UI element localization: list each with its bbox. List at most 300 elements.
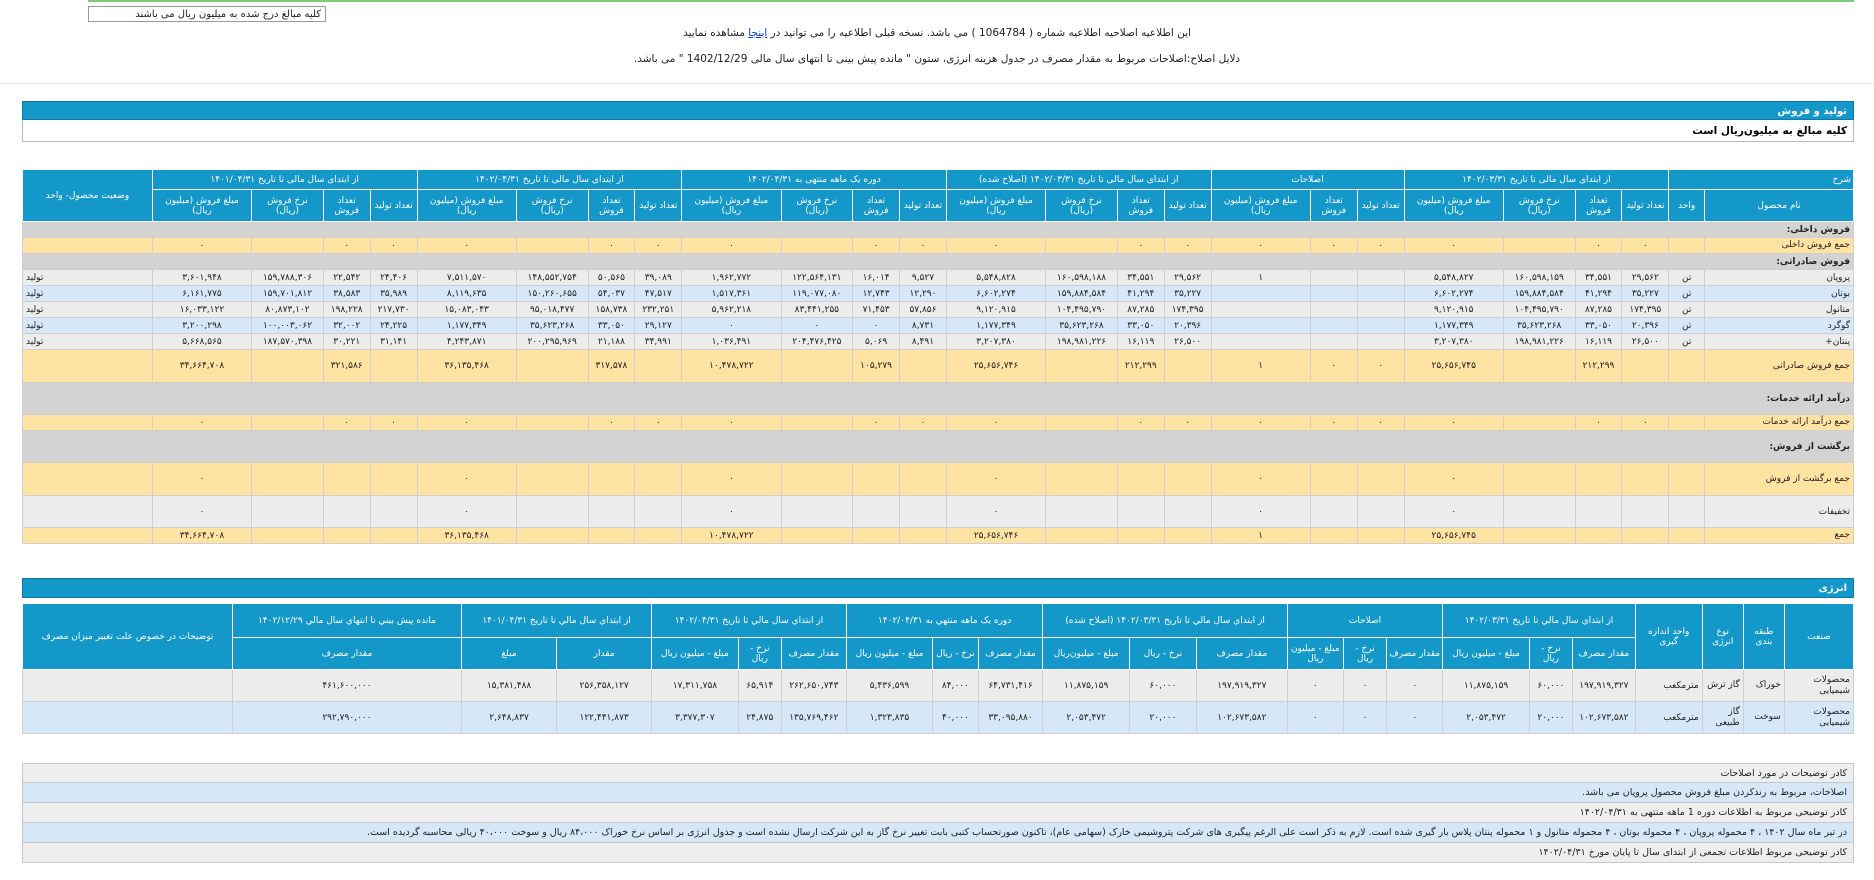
table-cell: ۲۰,۰۰۰ [1129, 702, 1196, 734]
table-cell [635, 463, 682, 496]
table-cell: ۱۸۷,۵۷۰,۳۹۸ [252, 334, 324, 350]
table-cell: ۹,۵۲۷ [900, 270, 947, 286]
table-cell: ۸۴,۰۰۰ [933, 670, 978, 702]
table-cell: ۲۶۲,۶۵۰,۷۴۳ [781, 670, 846, 702]
table-cell: ۲۹,۵۶۲ [1164, 270, 1211, 286]
table-cell: ۲۵,۶۵۶,۷۴۶ [946, 350, 1045, 383]
table-cell: ۳,۶۰۱,۹۴۸ [152, 270, 251, 286]
column-header: مقدار مصرف [978, 638, 1043, 670]
table-cell: ۱۱۹,۰۷۷,۰۸۰ [781, 286, 853, 302]
table-cell: ۱,۳۲۳,۸۳۵ [846, 702, 932, 734]
table-row [23, 238, 1854, 254]
table-cell: ۰ [1622, 415, 1669, 431]
column-header: نرخ فروش (ریال) [516, 190, 588, 222]
table-row [23, 528, 1854, 544]
row-label: بوتان [1705, 286, 1854, 302]
table-cell: ۲,۶۴۸,۸۳۷ [461, 702, 556, 734]
table-cell [1357, 528, 1404, 544]
table-cell [1046, 496, 1118, 528]
column-header: تعداد فروش [1575, 190, 1622, 222]
table-cell: ۱۹۷,۹۱۹,۳۲۷ [1573, 670, 1636, 702]
table-cell [853, 463, 900, 496]
production-subtitle: کلیه مبالغ به میلیون‌ریال است [22, 120, 1854, 142]
table-cell: ۱۹۸,۲۲۸ [323, 302, 370, 318]
table-cell: ۴۱,۲۹۴ [1117, 286, 1164, 302]
column-group-header: مانده پيش بيني تا انتهاي سال مالي ۱۴۰۲/۱۲/۲۹ [232, 604, 461, 638]
column-header: مبلغ فروش (میلیون ریال) [152, 190, 251, 222]
table-cell: تن [1669, 286, 1705, 302]
table-cell: ۰ [323, 415, 370, 431]
table-cell: ۰ [682, 415, 781, 431]
table-cell: ۱۴۸,۵۵۲,۷۵۴ [516, 270, 588, 286]
column-header: مبلغ فروش (میلیون ریال) [1211, 190, 1310, 222]
table-cell: ۲۶,۵۰۰ [1622, 334, 1669, 350]
table-cell: ۵۰,۵۶۵ [588, 270, 635, 286]
table-cell: ۱,۹۶۲,۷۷۲ [682, 270, 781, 286]
column-header: مبلغ [461, 638, 556, 670]
table-cell: ۰ [152, 415, 251, 431]
table-cell [1622, 496, 1669, 528]
column-header: مبلغ فروش (میلیون ریال) [1404, 190, 1503, 222]
table-cell: ۳۵,۹۸۹ [370, 286, 417, 302]
table-cell: ۳۲,۰۰۲ [323, 318, 370, 334]
table-cell: ۰ [1387, 702, 1443, 734]
table-cell: ۱۲۲,۵۶۴,۱۳۱ [781, 270, 853, 286]
table-cell: ۰ [1357, 350, 1404, 383]
table-cell: ۱ [1211, 350, 1310, 383]
row-label: متانول [1705, 302, 1854, 318]
table-cell: ۱۵۸,۷۳۸ [588, 302, 635, 318]
table-row [23, 350, 1854, 383]
table-cell [1503, 463, 1575, 496]
section-label: فروش داخلی: [23, 222, 1854, 238]
table-cell [1310, 463, 1357, 496]
table-cell: ۰ [1404, 463, 1503, 496]
table-cell: محصولات شیمیایی [1784, 702, 1853, 734]
table-cell: ۹۵,۰۱۸,۴۷۷ [516, 302, 588, 318]
column-header: تعداد فروش [323, 190, 370, 222]
column-group-header: از ابتداي سال مالي تا تاريخ ۱۴۰۲/۰۴/۳۱ [652, 604, 847, 638]
column-group-header: واحد اندازه گیری [1635, 604, 1702, 670]
energy-table [22, 603, 1854, 734]
table-cell [1622, 528, 1669, 544]
column-header: نرخ فروش (ریال) [252, 190, 324, 222]
table-cell [370, 463, 417, 496]
table-cell [1211, 302, 1310, 318]
table-cell: ۰ [1211, 496, 1310, 528]
table-cell: ۱۵۰,۲۶۰,۶۵۵ [516, 286, 588, 302]
table-cell [1503, 415, 1575, 431]
table-cell: ۰ [853, 318, 900, 334]
table-cell: ۰ [588, 238, 635, 254]
section-row [23, 222, 1854, 238]
table-cell: ۲۹,۱۲۷ [635, 318, 682, 334]
table-cell: ۲,۰۵۳,۴۷۲ [1443, 702, 1529, 734]
table-cell: ۰ [1404, 415, 1503, 431]
column-group-header: از ابتداي سال مالي تا تاريخ ۱۴۰۱/۰۴/۳۱ [461, 604, 651, 638]
table-cell [252, 350, 324, 383]
table-cell [1211, 318, 1310, 334]
table-cell: تن [1669, 302, 1705, 318]
table-cell: ۳۴,۵۵۱ [1575, 270, 1622, 286]
table-cell: ۲۱۷,۷۳۰ [370, 302, 417, 318]
table-cell: ۷,۵۱۱,۵۷۰ [417, 270, 516, 286]
table-cell: ۰ [1310, 350, 1357, 383]
column-header: مبلغ - میلیون‌ریال [1043, 638, 1129, 670]
column-header: مقدار مصرف [1573, 638, 1636, 670]
table-cell: ۵,۵۴۸,۸۲۸ [946, 270, 1045, 286]
table-cell: ۱۵۹,۸۸۴,۵۸۴ [1046, 286, 1118, 302]
table-cell: ۰ [682, 463, 781, 496]
energy-title: انرژی [22, 578, 1854, 598]
table-cell: تن [1669, 318, 1705, 334]
table-cell: ۲۰,۰۰۰ [1529, 702, 1572, 734]
table-cell: ۸۷,۲۸۵ [1117, 302, 1164, 318]
column-group-header: دوره یک ماهه منتهي به ۱۴۰۲/۰۴/۳۱ [846, 604, 1043, 638]
table-cell [1164, 528, 1211, 544]
table-cell: ۰ [417, 238, 516, 254]
table-cell: ۰ [1343, 670, 1386, 702]
table-cell [588, 463, 635, 496]
table-cell: ۸,۱۱۹,۶۳۵ [417, 286, 516, 302]
table-cell: ۴۱,۲۹۴ [1575, 286, 1622, 302]
table-cell: ۲,۰۵۳,۴۷۲ [1043, 702, 1129, 734]
table-cell: محصولات شیمیایی [1784, 670, 1853, 702]
table-cell: ۰ [152, 496, 251, 528]
table-cell: ۱ [1211, 528, 1310, 544]
table-cell: ۱,۱۷۷,۳۴۹ [417, 318, 516, 334]
column-header: نرخ فروش (ریال) [1046, 190, 1118, 222]
column-group-header: نوع انرژی [1702, 604, 1743, 670]
table-cell: ۱۷۴,۳۹۵ [1164, 302, 1211, 318]
notes-section [22, 763, 1854, 863]
table-cell: سوخت [1743, 702, 1784, 734]
table-cell: ۰ [1310, 238, 1357, 254]
table-cell: ۲۰,۳۹۶ [1164, 318, 1211, 334]
column-header: مقدار مصرف [232, 638, 461, 670]
table-cell: ۰ [370, 238, 417, 254]
table-cell: ۳۴,۵۵۱ [1117, 270, 1164, 286]
table-cell: ۵۴,۰۳۷ [588, 286, 635, 302]
table-cell: ۰ [900, 238, 947, 254]
table-cell [1310, 286, 1357, 302]
table-cell: ۳۰,۲۲۱ [323, 334, 370, 350]
section-label: درآمد ارائه خدمات: [23, 383, 1854, 415]
table-cell: ۰ [588, 415, 635, 431]
row-label: جمع درآمد ارائه خدمات [1705, 415, 1854, 431]
table-cell: ۰ [1310, 415, 1357, 431]
table-cell: ۰ [900, 415, 947, 431]
table-cell: ۵,۰۶۹ [853, 334, 900, 350]
table-cell: ۰ [1211, 415, 1310, 431]
table-cell [781, 496, 853, 528]
table-cell [1357, 463, 1404, 496]
column-header: تعداد تولید [900, 190, 947, 222]
table-cell: ۸,۷۳۱ [900, 318, 947, 334]
amounts-note: کلیه مبالغ درج شده به میلیون ریال می باشند [88, 6, 326, 22]
table-cell: ۱۹۸,۹۸۱,۲۲۶ [1046, 334, 1118, 350]
column-header: واحد [1669, 190, 1705, 222]
column-header: نرخ فروش (ریال) [1503, 190, 1575, 222]
table-cell [1211, 286, 1310, 302]
table-cell [516, 496, 588, 528]
table-cell: ۹,۱۲۰,۹۱۵ [946, 302, 1045, 318]
table-cell: ۱,۵۱۷,۳۶۱ [682, 286, 781, 302]
table-cell [252, 415, 324, 431]
table-cell: ۶۵,۹۱۴ [738, 670, 781, 702]
table-cell [1357, 270, 1404, 286]
table-cell [1310, 334, 1357, 350]
table-cell: ۰ [946, 415, 1045, 431]
table-cell: ۰ [682, 238, 781, 254]
column-header: مقدار [557, 638, 652, 670]
column-header: مبلغ - میلیون ریال [652, 638, 738, 670]
table-cell: ۲۴,۴۰۶ [370, 270, 417, 286]
table-cell [900, 496, 947, 528]
table-cell: ۱۵,۰۸۳,۰۴۳ [417, 302, 516, 318]
table-cell: ۰ [635, 415, 682, 431]
production-table [22, 169, 1854, 544]
table-cell: ۰ [1211, 463, 1310, 496]
column-header: مبلغ - میلیون ریال [846, 638, 932, 670]
table-cell: ۲۴,۸۷۵ [738, 702, 781, 734]
column-header: مقدار مصرف [1387, 638, 1443, 670]
table-cell [23, 496, 153, 528]
table-cell [853, 496, 900, 528]
column-group-header: از ابتدای سال مالی تا تاریخ ۱۴۰۱/۰۴/۳۱ [152, 170, 417, 190]
column-group-header: از ابتدای سال مالی تا تاریخ ۱۴۰۲/۰۴/۳۱ [417, 170, 682, 190]
table-cell: ۲۴,۲۲۵ [370, 318, 417, 334]
correction-reason: دلایل اصلاح:اصلاحات مربوط به مقدار مصرف در جدول هزینه انرژی، ستون " مانده پیش بینی تا انتهای سال مالی 1402/12/29 " می باشد. [633, 53, 1241, 65]
table-cell [1310, 270, 1357, 286]
table-cell: ۰ [1622, 238, 1669, 254]
table-cell: ۰ [682, 496, 781, 528]
table-cell [1669, 496, 1705, 528]
table-cell: ۰ [1117, 238, 1164, 254]
table-cell: ۱۶,۱۱۹ [1575, 334, 1622, 350]
table-cell [635, 528, 682, 544]
table-cell: ۲۹,۵۶۲ [1622, 270, 1669, 286]
table-cell: ۲۱۲,۲۹۹ [1117, 350, 1164, 383]
table-cell [781, 415, 853, 431]
table-cell [23, 528, 153, 544]
section-label: فروش صادراتی: [23, 254, 1854, 270]
table-cell [1669, 350, 1705, 383]
table-cell: ۱۰,۴۷۸,۷۲۲ [682, 528, 781, 544]
table-cell [1669, 238, 1705, 254]
table-cell [23, 415, 153, 431]
table-cell [1046, 415, 1118, 431]
table-cell: ۶۴,۷۳۱,۴۱۶ [978, 670, 1043, 702]
table-cell: تولید [23, 270, 153, 286]
table-cell [1357, 302, 1404, 318]
section-label: برگشت از فروش: [23, 431, 1854, 463]
table-cell [853, 528, 900, 544]
table-cell [252, 496, 324, 528]
column-header: مبلغ فروش (میلیون ریال) [946, 190, 1045, 222]
column-header: نام محصول [1705, 190, 1854, 222]
column-header: تعداد فروش [853, 190, 900, 222]
column-header: تعداد تولید [1164, 190, 1211, 222]
row-label: جمع فروش داخلی [1705, 238, 1854, 254]
table-cell [1357, 334, 1404, 350]
table-cell: ۵۷,۸۵۶ [900, 302, 947, 318]
table-cell: ۳۵,۲۲۷ [1164, 286, 1211, 302]
table-cell: ۳۹,۰۸۹ [635, 270, 682, 286]
table-cell: تولید [23, 334, 153, 350]
column-group-header: از ابتدای سال مالی تا تاریخ ۱۴۰۲/۰۳/۳۱ [1404, 170, 1669, 190]
table-cell [516, 528, 588, 544]
table-cell [1310, 496, 1357, 528]
table-cell [781, 238, 853, 254]
table-cell [1164, 496, 1211, 528]
table-cell: ۳۵,۶۲۳,۲۶۸ [1503, 318, 1575, 334]
table-row [23, 670, 1854, 702]
table-row [23, 415, 1854, 431]
table-cell: ۰ [417, 463, 516, 496]
table-cell: ۴۰,۰۰۰ [933, 702, 978, 734]
column-header: نرخ - ریال [1129, 638, 1196, 670]
table-cell: ۱۹۸,۹۸۱,۲۲۶ [1503, 334, 1575, 350]
table-cell: ۱۹۷,۹۱۹,۳۲۷ [1196, 670, 1287, 702]
table-cell [1046, 528, 1118, 544]
table-cell: ۱۶۰,۵۹۸,۱۸۸ [1046, 270, 1118, 286]
table-cell: تن [1669, 270, 1705, 286]
table-row [23, 270, 1854, 286]
column-header: نرخ فروش (ریال) [781, 190, 853, 222]
table-cell [252, 238, 324, 254]
table-cell: ۲۵,۶۵۶,۷۴۶ [946, 528, 1045, 544]
table-cell [1211, 334, 1310, 350]
table-cell: خوراک [1743, 670, 1784, 702]
table-cell: ۳۱,۱۴۱ [370, 334, 417, 350]
table-cell [23, 670, 233, 702]
table-cell: ۱۰,۴۷۸,۷۲۲ [682, 350, 781, 383]
table-cell: ۱۵۹,۸۸۴,۵۸۴ [1503, 286, 1575, 302]
table-cell: ۰ [682, 318, 781, 334]
table-cell: ۲۲,۵۴۲ [323, 270, 370, 286]
table-cell [1622, 350, 1669, 383]
column-header: مبلغ - میلیون ریال [1443, 638, 1529, 670]
table-cell: ۱۲,۲۹۰ [900, 286, 947, 302]
table-cell: ۱۳۵,۷۶۹,۴۶۲ [781, 702, 846, 734]
row-label: جمع فروش صادراتی [1705, 350, 1854, 383]
table-cell: ۳۳,۰۵۰ [588, 318, 635, 334]
column-group-header: اصلاحات [1211, 170, 1404, 190]
table-cell [1669, 528, 1705, 544]
table-cell: ۲۰۰,۲۹۵,۹۶۹ [516, 334, 588, 350]
table-cell [23, 702, 233, 734]
table-cell: ۸۳,۴۴۱,۲۵۵ [781, 302, 853, 318]
table-cell [1575, 528, 1622, 544]
table-cell: ۲۹۲,۷۹۰,۰۰۰ [232, 702, 461, 734]
column-header: تعداد فروش [588, 190, 635, 222]
table-cell: ۱۰۲,۶۷۳,۵۸۲ [1573, 702, 1636, 734]
note-row: کادر توضیحی مربوط به اطلاعات دوره 1 ماهه منتهی به ۱۴۰۲/۰۴/۳۱ [22, 803, 1854, 823]
divider [0, 83, 1874, 84]
table-cell: ۰ [152, 463, 251, 496]
table-cell: ۰ [1343, 702, 1386, 734]
table-cell [252, 463, 324, 496]
table-cell: ۰ [1357, 238, 1404, 254]
table-cell: ۳۶,۱۳۵,۴۶۸ [417, 350, 516, 383]
section-row [23, 254, 1854, 270]
table-cell: ۱۶,۰۱۴ [853, 270, 900, 286]
note-row: در تیر ماه سال ۱۴۰۲ ، ۴ محموله پروپان ، ۴ محموله بوتان ، ۴ محموله متانول و ۱ محموله پنتان پلاس بار گیری شده است. لازم به ذکر است علی الرغم پیگیری های شرکت پتروشیمی خارک (سهامی عام)، تاکنون صورتحساب کتبی بابت تغییر نرخ گاز به این شرکت ارسال نشده است و جدول انرژی بر اساس نرخ خوراک ۸۴،۰۰۰ ریال و سوخت ۴۰،۰۰۰ ریالی محاسبه گردیده است. [22, 823, 1854, 843]
table-cell: ۱۰۲,۶۷۳,۵۸۲ [1196, 702, 1287, 734]
table-cell: ۰ [1117, 415, 1164, 431]
table-cell [1046, 238, 1118, 254]
table-cell: ۰ [370, 415, 417, 431]
table-cell [23, 238, 153, 254]
notice-text: این اطلاعیه اصلاحیه اطلاعیه شماره ( 1064784 ) می باشد. نسخه قبلی اطلاعیه را می توانید در [770, 27, 1191, 39]
table-cell: ۰ [1404, 496, 1503, 528]
top-divider [88, 0, 1854, 2]
column-header: تعداد تولید [370, 190, 417, 222]
table-cell: ۰ [946, 238, 1045, 254]
table-cell: ۱۷۴,۳۹۵ [1622, 302, 1669, 318]
table-cell: ۲۰,۳۹۶ [1622, 318, 1669, 334]
section-row [23, 383, 1854, 415]
column-group-header: توضیحات در خصوص علت تغيير ميزان مصرف [23, 604, 233, 670]
table-cell: ۶۰,۰۰۰ [1129, 670, 1196, 702]
table-cell: ۵,۶۶۸,۵۶۵ [152, 334, 251, 350]
table-cell: ۰ [1164, 238, 1211, 254]
row-label: پنتان+ [1705, 334, 1854, 350]
table-cell: ۰ [1575, 238, 1622, 254]
table-cell [516, 415, 588, 431]
note-row: کادر توضیحی مربوط اطلاعات تجمعی از ابتدای سال تا پایان مورخ ۱۴۰۲/۰۴/۳۱ [22, 843, 1854, 863]
table-cell: مترمکعب [1635, 670, 1702, 702]
table-cell: ۵,۴۳۶,۵۹۹ [846, 670, 932, 702]
table-cell: ۶,۶۰۲,۲۷۴ [946, 286, 1045, 302]
table-cell: ۱۰۴,۴۹۵,۷۹۰ [1046, 302, 1118, 318]
table-cell: ۱,۰۳۶,۴۹۱ [682, 334, 781, 350]
table-cell [635, 350, 682, 383]
table-cell: ۳۴,۶۶۴,۷۰۸ [152, 528, 251, 544]
table-cell [1575, 463, 1622, 496]
table-cell: ۰ [853, 415, 900, 431]
table-cell: ۰ [1387, 670, 1443, 702]
production-sales-section [22, 101, 1854, 544]
previous-version-link[interactable]: اینجا [748, 27, 768, 39]
table-cell [1046, 463, 1118, 496]
column-header: نرخ - ریال [738, 638, 781, 670]
table-cell: ۸۰,۸۷۳,۱۰۲ [252, 302, 324, 318]
table-cell: ۰ [417, 415, 516, 431]
table-cell: ۱۶,۱۱۹ [1117, 334, 1164, 350]
table-cell: ۰ [1404, 238, 1503, 254]
table-cell: ۱۰۰,۰۰۳,۰۶۲ [252, 318, 324, 334]
section-row [23, 431, 1854, 463]
table-cell [1357, 496, 1404, 528]
table-cell: ۱,۱۷۷,۳۴۹ [946, 318, 1045, 334]
table-cell [1622, 463, 1669, 496]
table-cell [23, 350, 153, 383]
table-cell [1310, 302, 1357, 318]
table-cell [588, 528, 635, 544]
table-cell: تولید [23, 302, 153, 318]
table-cell: ۳۳,۰۵۰ [1117, 318, 1164, 334]
table-cell: ۳,۲۰۰,۲۹۸ [152, 318, 251, 334]
notice-text-end: مشاهده نمایید [683, 27, 745, 39]
table-cell [1503, 496, 1575, 528]
table-cell: ۱,۱۷۷,۳۴۹ [1404, 318, 1503, 334]
table-cell: تولید [23, 286, 153, 302]
table-cell: ۴,۲۴۳,۸۷۱ [417, 334, 516, 350]
table-row [23, 702, 1854, 734]
column-header: نرخ - ریال [1343, 638, 1386, 670]
